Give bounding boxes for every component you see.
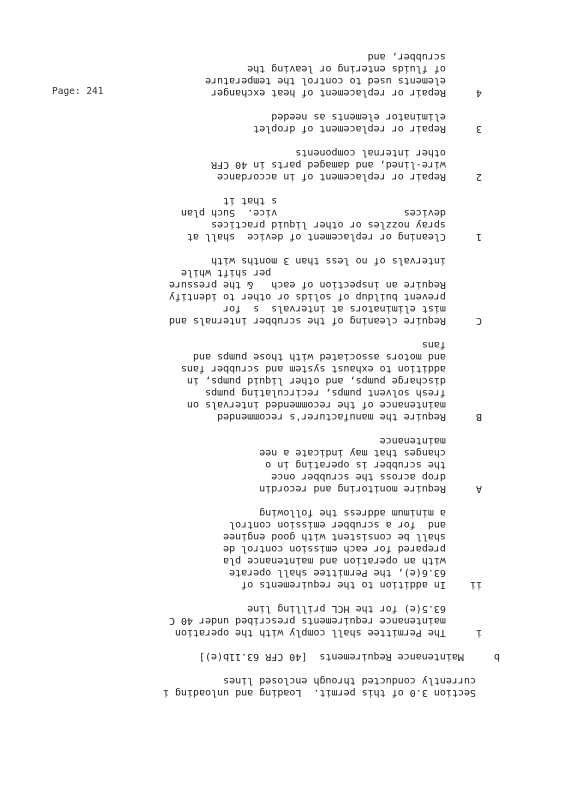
text-line: maintenance requirements prescribed under 40 C [168,615,482,626]
text-line: 4 Repair or replacement of heat exchanger [211,87,482,98]
text-line: b Maintenance Requirements [40 CFR 63.11b(e)] [198,651,500,662]
text-line: devices vice. Such plan [180,207,482,218]
text-line: mist eliminators at intervals s for [223,303,482,314]
text-line: wire-lined, and damaged parts in 40 CFR [211,159,482,170]
text-line: 1 Cleaning or replacement of device shall at [186,231,482,242]
text-line: prepared for each emission control de [223,543,482,554]
text-line: i The Permittee shall comply with the operation [174,627,482,638]
text-line: of fluids entering or leaving the [247,63,482,74]
text-line: ii In addition to the requirements of [241,579,482,590]
text-line: Section 3.0 of this permit. Loading and unloading i [162,687,476,698]
text-line: fresh solvent pumps, recirculating pumps [205,387,482,398]
text-line: addition to exhaust system and scrubber fans [180,363,482,374]
text-line: C Require cleaning of the scrubber internals and [168,315,482,326]
text-line: 3 Repair or replacement of droplet [253,123,482,134]
text-line: prevent buildup of solids or other to identify [168,291,482,302]
text-line: shall be consistent with good enginee [223,531,482,542]
text-line: 2 Repair or replacement of in accordance [217,171,482,182]
text-line: with an operation and maintenance pla [223,555,482,566]
text-line: other internal components [295,147,482,158]
text-line: A Require monitoring and recordin [259,483,482,494]
text-line: Require an inspection of each & the pressure [168,279,482,290]
text-line: maintenance [379,435,482,446]
text-line: per shift while [180,267,482,278]
text-line: currently conducted through enclosed lines [223,675,476,686]
text-line: elements used to control the temperature [205,75,482,86]
text-line: B Require the manufacturer's recommended [217,411,482,422]
text-line: fans [421,339,482,350]
text-line: intervals of no less than 3 months with [211,255,482,266]
text-line: 63.6(e), the Permittee shall operate [229,567,482,578]
page-number-label: Page: 241 [52,86,104,97]
text-line: a minimum address the following [259,507,482,518]
text-line: spray nozzles or other liquid practices [211,219,482,230]
text-line: and motors associated with those pumps and [193,351,482,362]
text-line: 63.5(e) for the HCL prilling line [247,603,482,614]
text-line: discharge pumps, and other liquid pumps, in [186,375,482,386]
text-line: maintenance of the recommended intervals on [186,399,482,410]
text-line: and for a scrubber emission control [229,519,482,530]
text-line: scrubber, and [367,51,482,62]
text-line: s that it [223,195,482,206]
text-line: drop across the scrubber once [271,471,482,482]
text-line: changes that may indicate a nee [259,447,482,458]
text-line: eliminator elements as needed [271,111,482,122]
text-line: the scrubber is operating in o [265,459,482,470]
